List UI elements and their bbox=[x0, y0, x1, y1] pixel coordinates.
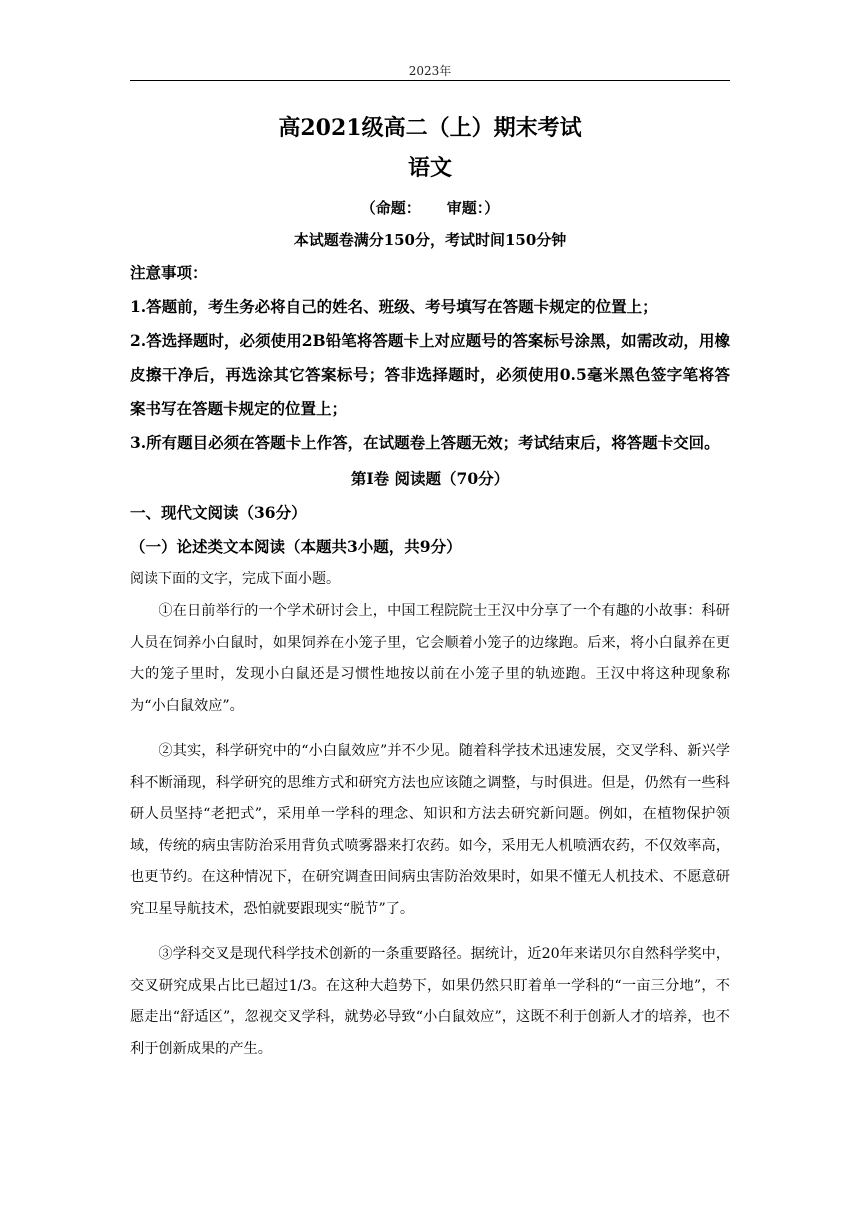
notice-item-1: 1.答题前，考生务必将自己的姓名、班级、考号填写在答题卡规定的位置上； bbox=[130, 297, 658, 316]
byline-setter: （命题： bbox=[360, 199, 421, 217]
header-year: 2023年 bbox=[408, 64, 452, 78]
exam-title: 高2021级高二（上）期末考试 bbox=[278, 115, 582, 141]
passage-paragraph-2: ②其实，科学研究中的“小白鼠效应”并不少见。随着科学技术迅速发展，交叉学科、新兴学科不断涌现，科学研究的思维方式和研究方法也应该随之调整，与时俱进。但是，仍然有一些科研人员坚持“老把式”，采用单一学科的理念、知识和方法去研究新问题。例如，在植物保护领域，传统的病虫害防治采用背负式喷雾器来打农药。如今，采用无人机喷洒农药，不仅效率高，也更节约。在这种情况下，在研究调查田间病虫害防治效果时，如果不懂无人机技术、不愿意研究卫星导航技术，恐怕就要跟现实“脱节”了。 bbox=[130, 743, 730, 917]
notice-item-2: 2.答选择题时，必须使用2B铅笔将答题卡上对应题号的答案标号涂黑，如需改动，用橡皮擦干净后，再选涂其它答案标号；答非选择题时，必须使用0.5毫米黑色签字笔将答案书写在答题卡规定的位置上； bbox=[130, 331, 730, 418]
section-heading: 一、现代文阅读（36分） bbox=[130, 503, 307, 522]
part1-heading: 第Ⅰ卷 阅读题（70分） bbox=[350, 469, 510, 488]
passage-paragraph-3: ③学科交叉是现代科学技术创新的一条重要路径。据统计，近20年来诺贝尔自然科学奖中，交叉研究成果占比已超过1/3。在这种大趋势下，如果仍然只盯着单一学科的“一亩三分地”，不愿走出“舒适区”，忽视交叉学科，就势必导致“小白鼠效应”，这既不利于创新人才的培养，也不利于创新成果的产生。 bbox=[130, 946, 730, 1057]
exam-subject: 语文 bbox=[407, 155, 452, 181]
exam-scoring: 本试题卷满分150分，考试时间150分钟 bbox=[293, 231, 567, 249]
notice-heading: 注意事项： bbox=[130, 263, 208, 282]
byline-reviewer: 审题：） bbox=[446, 199, 500, 217]
passage-paragraph-1: ①在日前举行的一个学术研讨会上，中国工程院院士王汉中分享了一个有趣的小故事：科研人员在饲养小白鼠时，如果饲养在小笼子里，它会顺着小笼子的边缘跑。后来，将小白鼠养在更大的笼子里时，发现小白鼠还是习惯性地按以前在小笼子里的轨迹跑。王汉中将这种现象称为“小白鼠效应”。 bbox=[130, 603, 730, 714]
header-divider bbox=[130, 80, 730, 81]
notice-item-3: 3.所有题目必须在答题卡上作答，在试题卷上答题无效；考试结束后，将答题卡交回。 bbox=[130, 433, 720, 452]
page-content bbox=[130, 108, 730, 1080]
exam-byline bbox=[130, 192, 730, 224]
subsection-heading: （一）论述类文本阅读（本题共3小题，共9分） bbox=[130, 537, 462, 556]
reading-instruction: 阅读下面的文字，完成下面小题。 bbox=[130, 571, 340, 587]
